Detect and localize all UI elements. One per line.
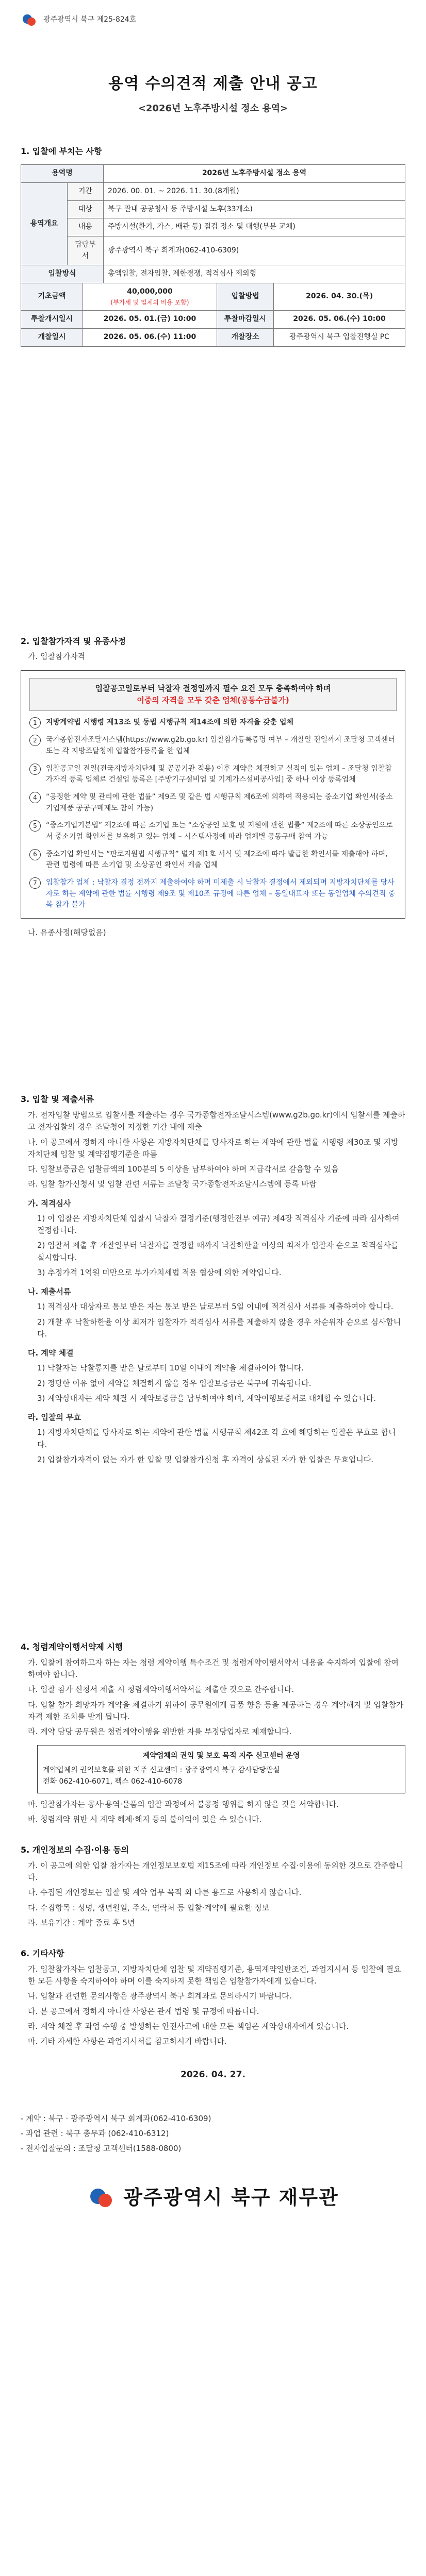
qualification-item xyxy=(29,849,397,871)
item-text: 국가종합전자조달시스템(https://www.g2b.go.kr) 입찰참가등록증명 여부 – 개찰일 전일까지 조달청 고객센터 또는 각 지방조달청에 입찰참가등록을 한 업체 xyxy=(46,736,395,755)
item-number: 4 xyxy=(29,792,41,803)
contact-line: - 계약 : 북구 · 광주광역시 북구 회계과(062-410-6309) xyxy=(21,2113,211,2123)
overview-key: 내용 xyxy=(68,218,104,236)
section-3-sub-b: 나. 제출서류 xyxy=(28,1287,71,1297)
overview-value: 북구 관내 공공청사 등 주방시설 노후(33개소) xyxy=(104,200,405,218)
notice-line: 계약업체의 권익보호를 위한 지주 신고센터 : 광주광역시 북구 감사담당관실 xyxy=(43,1766,280,1775)
section-3-item: 라. 입찰 참가신청서 및 입찰 관련 서류는 조달청 국가종합전자조달시스템에 등록 바람 xyxy=(28,1179,317,1189)
section-4-item: 다. 입찰 참가 희망자가 계약을 체결하기 위하여 공무원에게 금품 향응 등을 제공하는 경우 계약해지 및 입찰참가자격 제한 조치를 받게 됩니다. xyxy=(28,1700,404,1721)
notice-date: 2026. 04. 27. xyxy=(181,2070,245,2080)
bukgu-logo-icon xyxy=(87,2183,116,2212)
section-5-item: 나. 수집된 개인정보는 입찰 및 계약 업무 목적 외 다른 용도로 사용하지 않습니다. xyxy=(28,1888,302,1897)
section-5-heading: 5. 개인정보의 수집·이용 동의 xyxy=(21,1845,129,1855)
section-6-item: 나. 입찰과 관련한 문의사항은 광주광역시 북구 회계과로 문의하시기 바랍니다. xyxy=(28,1991,292,2001)
item-text: “중소기업기본법” 제2조에 따른 소기업 또는 “소상공인 보호 및 지원에 관한 법률” 제2조에 따른 소상공인으로서 중소기업 확인서를 보유하고 있는 업체 – 시스템사정에 따라 업체별 공동구매 참여 가능 xyxy=(46,821,393,841)
overview-key: 담당부서 xyxy=(68,236,104,265)
section-3-b-item: 1) 적격심사 대상자로 통보 받은 자는 통보 받은 날로부터 5일 이내에 적격심사 서류를 제출하여야 합니다. xyxy=(37,1302,394,1312)
project-value: 2026년 노후주방시설 정소 용역 xyxy=(104,165,405,183)
page-subtitle: <2026년 노후주방시설 정소 용역> xyxy=(138,103,288,114)
place-label: 개찰장소 xyxy=(217,328,274,346)
bid-value: 2026. 04. 30.(목) xyxy=(274,283,405,311)
item-number: 1 xyxy=(29,717,41,728)
close-label: 투찰마감일시 xyxy=(217,311,274,329)
section-2-heading: 2. 입찰참가자격 및 유종사정 xyxy=(21,636,126,646)
open-value: 2026. 05. 06.(수) 11:00 xyxy=(83,328,217,346)
section-3-a-item: 2) 입찰서 제출 후 개찰일부터 낙찰자를 결정할 때까지 낙찰하한율 이상의 최저가 입찰자 순으로 적격심사를 실시합니다. xyxy=(37,1241,399,1262)
overview-value: 광주광역시 북구 회계과(062-410-6309) xyxy=(104,236,405,265)
report-center-notice xyxy=(37,1745,405,1793)
item-number: 7 xyxy=(29,877,41,889)
bid-label: 입찰방법 xyxy=(217,283,274,311)
period-value: 2026. 05. 01.(금) 10:00 xyxy=(83,311,217,329)
section-5-item: 다. 수집항목 : 성명, 생년월일, 주소, 연락처 등 입찰·계약에 필요한 정보 xyxy=(28,1903,269,1912)
section-3-item: 다. 입찰보증금은 입찰금액의 100분의 5 이상을 납부하여야 하며 지급각서로 갈음할 수 있음 xyxy=(28,1164,339,1174)
section-4-item: 가. 입찰에 참여하고자 하는 자는 청렴 계약이행 특수조건 및 청렴계약이행서약서 내용을 숙지하여 입찰에 참여하여야 합니다. xyxy=(28,1657,399,1680)
section-3-b-item: 2) 개찰 후 낙찰하한율 이상 최저가 입찰자가 적격심사 서류를 제출하지 않을 경우 차순위자 순으로 심사합니다. xyxy=(37,1317,401,1338)
section-6-heading: 6. 기타사항 xyxy=(21,1948,64,1959)
item-text: 중소기업 확인서는 “판로지원법 시행규칙” 별지 제1호 서식 및 제2조에 따라 발급한 확인서를 제출해야 하며, 관련 법령에 따른 소기업 및 소상공인 확인서 제출 업체 xyxy=(46,850,388,870)
section-3-c-item: 1) 낙찰자는 낙찰통지를 받은 날로부터 10일 이내에 계약을 체결하여야 합니다. xyxy=(37,1363,304,1373)
section-2-sub: 가. 입찰참가자격 xyxy=(28,652,85,662)
contact-line: - 과업 관련 : 북구 총무과 (062-410-6312) xyxy=(21,2128,169,2138)
summary-table xyxy=(21,164,405,283)
bukgu-logo-icon xyxy=(21,11,38,29)
section-3-d-item: 2) 입찰참가자격이 없는 자가 한 입찰 및 입찰참가신청 후 자격이 상실된 자가 한 입찰은 무효입니다. xyxy=(37,1454,374,1464)
item-number: 5 xyxy=(29,820,41,832)
section-5 xyxy=(21,1844,405,1929)
qualification-box xyxy=(21,670,405,919)
section-5-item: 가. 이 공고에 의한 입찰 참가자는 개인정보보호법 제15조에 따라 개인정보 수집·이용에 동의한 것으로 간주합니다. xyxy=(28,1860,404,1883)
qualification-item xyxy=(29,792,397,814)
item-text: 입찰공고일 전일(전국지방자치단체 및 공공기관 적용) 이후 계약을 체결하고 실적이 있는 업체 – 조달청 입찰참가자격 등록 업체로 건설업 등록은 [주방기구설비업 및 기계가스설비공사업] 중 하나 이상 등록업체 xyxy=(46,764,392,784)
contact-line: - 전자입찰문의 : 조달청 고객센터(1588-0800) xyxy=(21,2144,182,2154)
qualification-box-title xyxy=(29,678,397,711)
item-text: 입찰참가 업체 : 낙찰자 결정 전까지 제출하여야 하며 미제출 시 낙찰자 결정에서 제외되며 지방자치단체를 당사자로 하는 계약에 관한 법률 시행령 제9조 및 제10조 규정에 따른 업체 – 동일대표자 또는 동일업체 수의견적 중복 참가 불가 xyxy=(46,878,396,909)
method-value: 총액입찰, 전자입찰, 제한경쟁, 적격심사 제외형 xyxy=(104,265,405,283)
overview-label: 용역개요 xyxy=(21,182,68,265)
overview-value: 주방시설(환기, 가스, 배관 등) 점검 정소 및 대행(부분 교체) xyxy=(104,218,405,236)
method-label: 입찰방식 xyxy=(21,265,104,283)
section-6-item: 라. 계약 체결 후 과업 수행 중 발생하는 안전사고에 대한 모든 책임은 계약상대자에게 있습니다. xyxy=(28,2021,349,2031)
section-3-sub-d: 라. 입찰의 무효 xyxy=(28,1413,81,1422)
qualification-item xyxy=(29,717,397,728)
section-3-a-item: 3) 추정가격 1억원 미만으로 부가가치세법 적용 협상에 의한 계약입니다. xyxy=(37,1267,282,1277)
item-number: 3 xyxy=(29,764,41,775)
section-3-c-item: 2) 정당한 이유 없이 계약을 체결하지 않을 경우 입찰보증금은 북구에 귀속됩니다. xyxy=(37,1378,312,1388)
section-4-item: 바. 청렴계약 위반 시 계약 해제·해지 등의 불이익이 있을 수 있습니다. xyxy=(28,1814,262,1824)
section-3-item: 가. 전자입찰 방법으로 입찰서를 제출하는 경우 국가종합전자조달시스템(www.g2b.go.kr)에서 입찰서를 제출하고 전자입찰의 경우 조달청이 지정한 기간 내에 제출 xyxy=(28,1110,405,1132)
section-4-heading: 4. 청렴계약이행서약제 시행 xyxy=(21,1642,123,1652)
footer-org xyxy=(0,2182,426,2213)
section-6-item: 다. 본 공고에서 정하지 아니한 사항은 관계 법령 및 규정에 따릅니다. xyxy=(28,2006,259,2016)
section-3-d-item: 1) 지방자치단체를 당사자로 하는 계약에 관한 법률 시행규칙 제42조 각 호에 해당하는 입찰은 무효로 합니다. xyxy=(37,1428,396,1449)
budget-note: (부가세 및 일체의 비용 포함) xyxy=(110,298,189,306)
section-3-heading: 3. 입찰 및 제출서류 xyxy=(21,1094,94,1105)
section-3-sub-a: 가. 적격심사 xyxy=(28,1198,71,1208)
overview-value: 2026. 00. 01. ~ 2026. 11. 30.(8개월) xyxy=(104,182,405,200)
qualification-item xyxy=(29,820,397,842)
section-6-item: 마. 기타 자세한 사항은 과업지시서를 참고하시기 바랍니다. xyxy=(28,2037,227,2046)
close-value: 2026. 05. 06.(수) 10:00 xyxy=(274,311,405,329)
notice-line: 전화 062-410-6071, 팩스 062-410-6078 xyxy=(43,1777,183,1786)
section-2-sub2: 나. 유종사정(해당없음) xyxy=(28,928,106,938)
header xyxy=(0,0,426,40)
section-3-a-item: 1) 이 입찰은 지방자치단체 입찰시 낙찰자 결정기준(행정안전부 예규) 제4장 적격심사 기준에 따라 심사하여 결정합니다. xyxy=(37,1213,400,1235)
section-3-sub-c: 다. 계약 체결 xyxy=(28,1348,74,1358)
budget-label: 기초금액 xyxy=(21,283,83,311)
qualification-item xyxy=(29,764,397,786)
section-4 xyxy=(21,1641,405,1825)
section-3-c-item: 3) 계약상대자는 계약 체결 시 계약보증금을 납부하여야 하며, 계약이행보증서로 대체할 수 있습니다. xyxy=(37,1393,376,1403)
section-4-item: 라. 계약 담당 공무원은 청렴계약이행을 위반한 자를 부정당업자로 제재합니다. xyxy=(28,1727,292,1737)
section-2 xyxy=(21,635,405,939)
schedule-table xyxy=(21,283,405,347)
section-6 xyxy=(21,1947,405,2082)
qualification-title-line: 이중의 자격을 모두 갖춘 업체(공동수급불가) xyxy=(137,695,289,705)
open-label: 개찰일시 xyxy=(21,328,83,346)
section-4-item: 나. 입찰 참가 신청서 제출 시 청렴계약이행서약서를 제출한 것으로 간주합니다. xyxy=(28,1685,294,1694)
page-title: 용역 수의견적 제출 안내 공고 xyxy=(108,75,318,93)
period-label: 투찰개시일시 xyxy=(21,311,83,329)
item-number: 2 xyxy=(29,735,41,746)
section-5-item: 라. 보유기간 : 계약 종료 후 5년 xyxy=(28,1918,135,1927)
header-site: 광주광역시 북구 제25-824호 xyxy=(43,15,137,24)
section-3-item: 나. 이 공고에서 정하지 아니한 사항은 지방자치단체를 당사자로 하는 계약에 관한 법률 시행령 제30조 및 지방자치단체 입찰 및 계약집행기준을 따름 xyxy=(28,1137,399,1159)
qualification-item xyxy=(29,735,397,757)
footer-org-name: 광주광역시 북구 재무관 xyxy=(123,2186,339,2209)
contact-block xyxy=(21,2113,405,2155)
qualification-title-line: 입찰공고일로부터 낙찰자 결정일까지 필수 요건 모두 충족하여야 하며 xyxy=(95,683,331,693)
budget-value: 40,000,000 xyxy=(127,287,173,296)
item-text: 지방계약법 시행령 제13조 및 동법 시행규칙 제14조에 의한 자격을 갖춘 업체 xyxy=(46,718,293,727)
notice-title: 계약업체의 권익 및 보호 목적 지주 신고센터 운영 xyxy=(142,1752,300,1760)
item-text: “공정한 계약 및 관리에 관한 법률” 제9조 및 같은 법 시행규칙 제6조에 의하여 적용되는 중소기업 확인서(중소기업제품 공공구매제도 참여 가능) xyxy=(46,792,393,812)
overview-key: 기간 xyxy=(68,182,104,200)
overview-key: 대상 xyxy=(68,200,104,218)
project-label: 용역명 xyxy=(21,165,104,183)
section-3 xyxy=(21,1093,405,1466)
section-4-item: 마. 입찰참가자는 공사·용역·물품의 입찰 과정에서 불공정 행위를 하지 않을 것을 서약합니다. xyxy=(28,1799,339,1809)
place-value: 광주광역시 북구 입찰진행실 PC xyxy=(274,328,405,346)
qualification-item xyxy=(29,877,397,911)
section-1 xyxy=(21,145,405,346)
section-6-item: 가. 입찰참가자는 입찰공고, 지방자치단체 입찰 및 계약집행기준, 용역계약일반조건, 과업지시서 등 입찰에 필요한 모든 사항을 숙지하여야 하며 이를 숙지하지 못한 책임은 입찰참가자에게 있습니다. xyxy=(28,1964,401,1986)
item-number: 6 xyxy=(29,849,41,860)
section-1-heading: 1. 입찰에 부치는 사항 xyxy=(21,146,102,157)
